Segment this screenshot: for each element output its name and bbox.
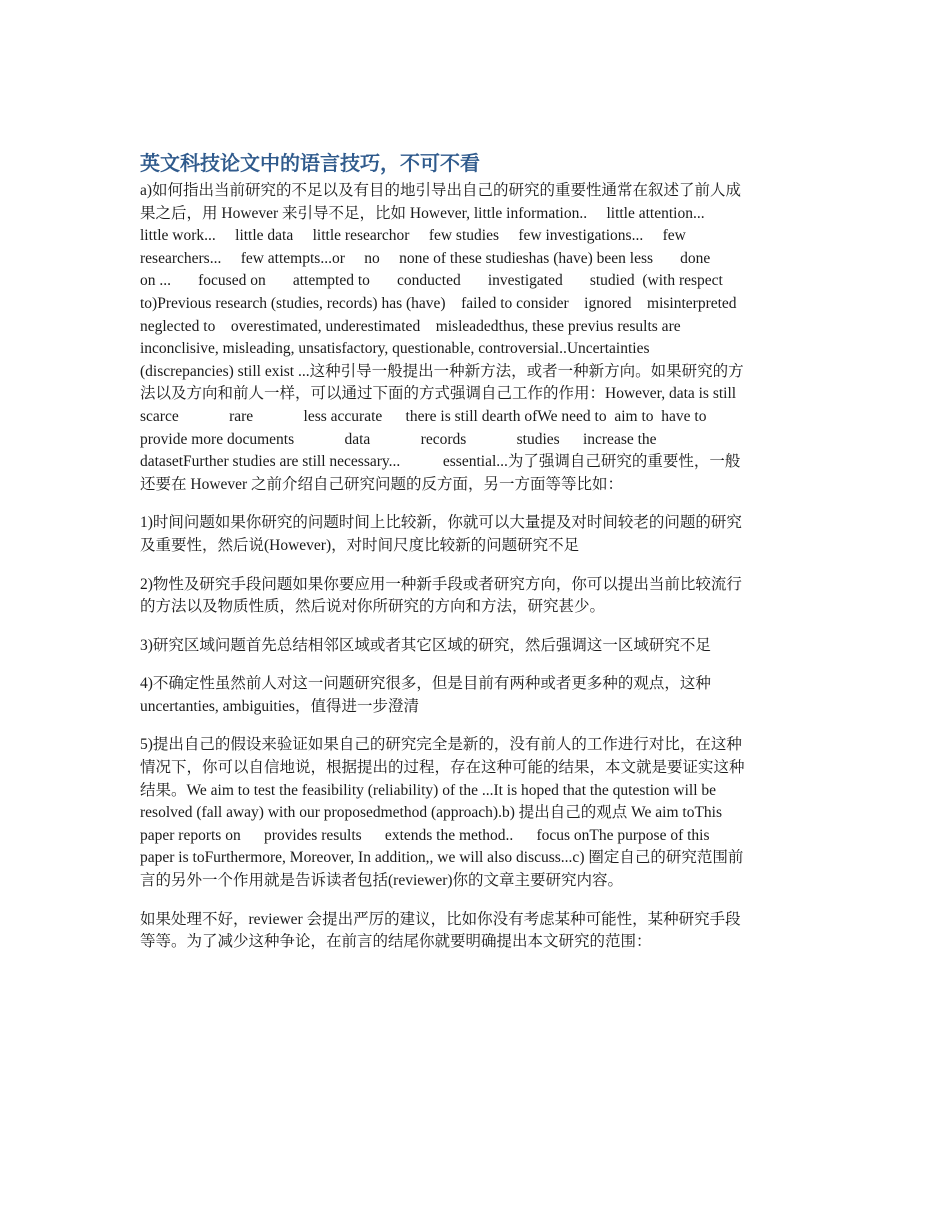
text-line: scarce rare less accurate there is still dearth ofWe need to aim to have to	[140, 407, 707, 425]
text-line: 及重要性，然后说(However)，对时间尺度比较新的问题研究不足	[140, 536, 580, 554]
paragraph-point-4	[140, 673, 820, 718]
text-line: 结果。We aim to test the feasibility (reliability) of the ...It is hoped that the qutestion will be	[140, 781, 717, 799]
text-line: (discrepancies) still exist ...这种引导一般提出一种新方法，或者一种新方向。如果研究的方	[140, 362, 744, 380]
text-line: 等等。为了减少这种争论，在前言的结尾你就要明确提出本文研究的范围：	[140, 933, 652, 951]
text-line: 2)物性及研究手段问题如果你要应用一种新手段或者研究方向，你可以提出当前比较流行	[140, 575, 742, 593]
text-line: 言的另外一个作用就是告诉读者包括(reviewer)你的文章主要研究内容。	[140, 872, 624, 890]
text-line: 情况下，你可以自信地说，根据提出的过程，存在这种可能的结果，本文就是要证实这种	[140, 759, 745, 777]
text-line: resolved (fall away) with our proposedmethod (approach).b) 提出自己的观点 We aim toThis	[140, 804, 723, 822]
text-line: 5)提出自己的假设来验证如果自己的研究完全是新的，没有前人的工作进行对比，在这种	[140, 736, 742, 754]
paragraph-point-1	[140, 512, 820, 557]
paragraph-spacer	[140, 893, 820, 909]
text-line: 的方法以及物质性质，然后说对你所研究的方向和方法，研究甚少。	[140, 598, 606, 616]
article-title: 英文科技论文中的语言技巧，不可不看	[140, 151, 480, 175]
text-line: 果之后，用 However 来引导不足，比如 However, little information.. little attention...	[140, 204, 705, 222]
text-line: 法以及方向和前人一样，可以通过下面的方式强调自己工作的作用：However, data is still	[140, 385, 737, 403]
paragraph-point-2	[140, 574, 820, 619]
text-line: inconclisive, misleading, unsatisfactory, questionable, controversial..Uncertainties	[140, 340, 650, 358]
text-line: 3)研究区域问题首先总结相邻区域或者其它区域的研究，然后强调这一区域研究不足	[140, 636, 711, 654]
text-line: little work... little data little researchor few studies few investigations... few	[140, 227, 686, 245]
paragraph-spacer	[140, 619, 820, 635]
text-line: 1)时间问题如果你研究的问题时间上比较新，你就可以大量提及对时间较老的问题的研究	[140, 514, 742, 532]
paragraph-spacer	[140, 496, 820, 512]
text-line: paper reports on provides results extends the method.. focus onThe purpose of this	[140, 826, 710, 844]
paragraph-spacer	[140, 718, 820, 734]
text-line: 还要在 However 之前介绍自己研究问题的反方面，另一方面等等比如：	[140, 475, 624, 493]
text-line: datasetFurther studies are still necessary... essential...为了强调自己研究的重要性，一般	[140, 453, 741, 471]
paragraph-conclusion	[140, 909, 820, 954]
text-line: to)Previous research (studies, records) has (have) failed to consider ignored misinterpreted	[140, 294, 737, 312]
text-line: neglected to overestimated, underestimated misleadedthus, these previus results are	[140, 317, 681, 335]
paragraph-spacer	[140, 657, 820, 673]
text-line: a)如何指出当前研究的不足以及有目的地引导出自己的研究的重要性通常在叙述了前人成	[140, 182, 742, 199]
paragraph-intro	[140, 180, 820, 496]
text-line: paper is toFurthermore, Moreover, In addition,, we will also discuss...c) 圈定自己的研究范围前	[140, 849, 744, 867]
text-line: 如果处理不好，reviewer 会提出严厉的建议，比如你没有考虑某种可能性，某种研究手段	[140, 910, 741, 928]
text-line: provide more documents data records studies increase the	[140, 430, 657, 448]
paragraph-point-3	[140, 635, 820, 658]
paragraph-point-5	[140, 734, 820, 892]
paragraph-spacer	[140, 558, 820, 574]
text-line: uncertanties, ambiguities，值得进一步澄清	[140, 697, 419, 715]
text-line: researchers... few attempts...or no none of these studieshas (have) been less done	[140, 249, 711, 267]
text-line: on ... focused on attempted to conducted investigated studied (with respect	[140, 272, 723, 290]
text-line: 4)不确定性虽然前人对这一问题研究很多，但是目前有两种或者更多种的观点，这种	[140, 675, 711, 693]
document-page	[140, 148, 820, 954]
